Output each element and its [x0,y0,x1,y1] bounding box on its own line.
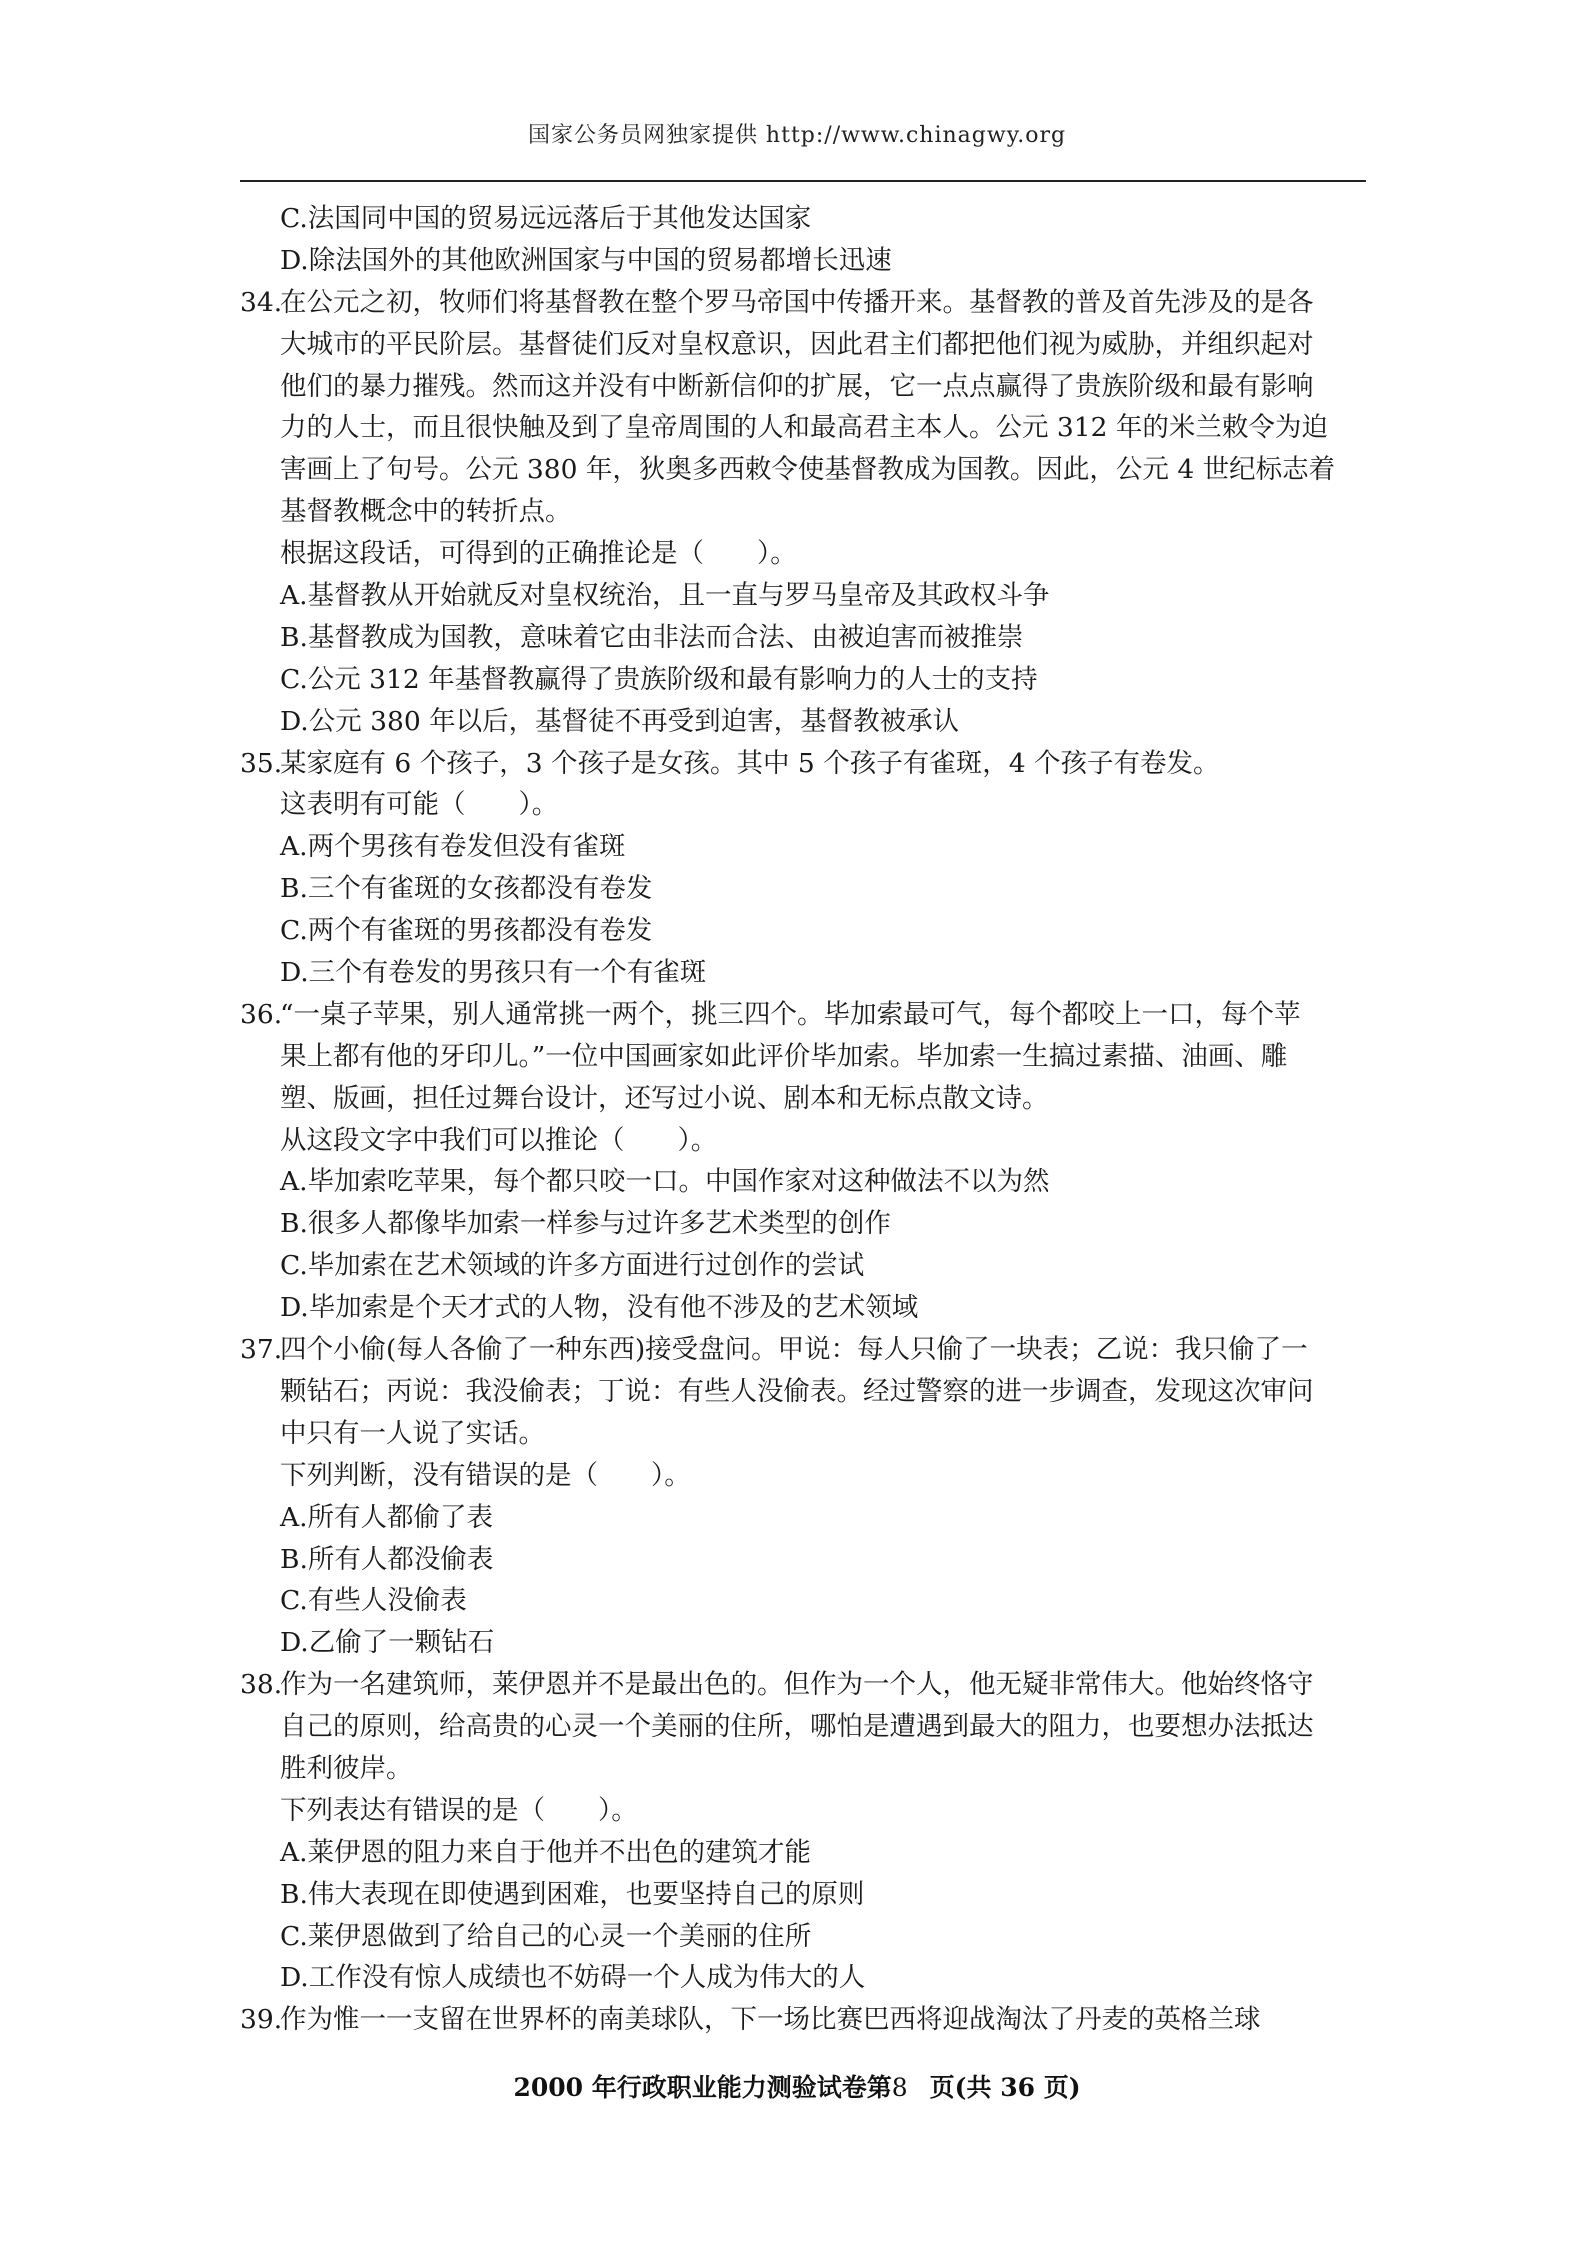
text-line [240,240,1366,282]
text-line [240,533,1366,575]
line-text: 胜利彼岸。 [280,1752,413,1784]
text-line [240,701,1366,743]
text-line [240,1287,1366,1329]
line-text: B.伟大表现在即使遇到困难，也要坚持自己的原则 [280,1878,865,1910]
page-footer [0,2068,1594,2104]
question-line [240,1999,1366,2041]
line-text: 在公元之初，牧师们将基督教在整个罗马帝国中传播开来。基督教的普及首先涉及的是各 [280,286,1314,318]
text-line [240,198,1366,240]
line-text: B.很多人都像毕加索一样参与过许多艺术类型的创作 [280,1208,891,1240]
text-line [240,1957,1366,1999]
line-text: 塑、版画，担任过舞台设计，还写过小说、剧本和无标点散文诗。 [280,1082,1049,1114]
line-text: 自己的原则，给高贵的心灵一个美丽的住所，哪怕是遭遇到最大的阻力，也要想办法抵达 [280,1711,1314,1743]
line-text: 力的人士，而且很快触及到了皇帝周围的人和最高君主本人。公元 312 年的米兰敕令为迫 [280,412,1328,444]
line-text: D.公元 380 年以后，基督徒不再受到迫害，基督教被承认 [280,705,960,737]
footer-prefix: 2000 年行政职业能力测验试卷第 [513,2073,892,2102]
line-text: D.除法国外的其他欧洲国家与中国的贸易都增长迅速 [280,244,892,276]
question-line [240,282,1366,324]
line-text: 中只有一人说了实话。 [280,1417,545,1449]
text-line [240,1455,1366,1497]
text-line [240,659,1366,701]
document-body [240,198,1366,2041]
text-line [240,491,1366,533]
line-text: C.莱伊恩做到了给自己的心灵一个美丽的住所 [280,1920,812,1952]
line-text: 作为惟一一支留在世界杯的南美球队，下一场比赛巴西将迎战淘汰了丹麦的英格兰球 [280,2004,1261,2036]
text-line [240,407,1366,449]
line-text: “一桌子苹果，别人通常挑一两个，挑三四个。毕加索最可气，每个都咬上一口，每个苹 [280,998,1301,1030]
line-text: 他们的暴力摧残。然而这并没有中断新信仰的扩展，它一点点赢得了贵族阶级和最有影响 [280,370,1314,402]
line-text: C.公元 312 年基督教赢得了贵族阶级和最有影响力的人士的支持 [280,663,1038,695]
line-text: 大城市的平民阶层。基督徒们反对皇权意识，因此君主们都把他们视为威胁，并组织起对 [280,328,1314,360]
question-number: 38. [240,1669,283,1701]
text-line [240,1916,1366,1958]
footer-suffix: 页(共 36 页) [929,2073,1081,2102]
line-text: 下列判断，没有错误的是（ ）。 [280,1459,691,1491]
text-line [240,1748,1366,1790]
line-text: A.两个男孩有卷发但没有雀斑 [280,831,626,863]
text-line [240,1120,1366,1162]
text-line [240,1203,1366,1245]
header-rule [240,180,1366,182]
page-header: 国家公务员网独家提供 http://www.chinagwy.org [527,123,1067,148]
line-text: 某家庭有 6 个孩子，3 个孩子是女孩。其中 5 个孩子有雀斑，4 个孩子有卷发。 [280,747,1220,779]
text-line [240,1580,1366,1622]
text-line [240,1497,1366,1539]
text-line [240,575,1366,617]
line-text: A.基督教从开始就反对皇权统治，且一直与罗马皇帝及其政权斗争 [280,580,1050,612]
line-text: 颗钻石；丙说：我没偷表；丁说：有些人没偷表。经过警察的进一步调查，发现这次审问 [280,1375,1314,1407]
question-number: 35. [240,747,283,779]
line-text: B.所有人都没偷表 [280,1543,494,1575]
line-text: 下列表达有错误的是（ ）。 [280,1794,638,1826]
text-line [240,449,1366,491]
text-line [240,1036,1366,1078]
question-number: 37. [240,1334,283,1366]
text-line [240,1622,1366,1664]
text-line [240,1706,1366,1748]
line-text: D.三个有卷发的男孩只有一个有雀斑 [280,957,707,989]
line-text: 害画上了句号。公元 380 年，狄奥多西敕令使基督教成为国教。因此，公元 4 世纪标志着 [280,454,1336,486]
text-line [240,1832,1366,1874]
footer-page-number: 8 [891,2073,908,2102]
line-text: B.基督教成为国教，意味着它由非法而合法、由被迫害而被推崇 [280,621,1024,653]
text-line [240,1078,1366,1120]
text-line [240,1245,1366,1287]
line-text: C.两个有雀斑的男孩都没有卷发 [280,915,653,947]
line-text: C.毕加索在艺术领域的许多方面进行过创作的尝试 [280,1250,865,1282]
line-text: 作为一名建筑师，莱伊恩并不是最出色的。但作为一个人，他无疑非常伟大。他始终恪守 [280,1669,1314,1701]
line-text: D.乙偷了一颗钻石 [280,1627,495,1659]
text-line [240,1539,1366,1581]
text-line [240,952,1366,994]
question-line [240,743,1366,785]
text-line [240,1790,1366,1832]
line-text: D.工作没有惊人成绩也不妨碍一个人成为伟大的人 [280,1962,866,1994]
text-line [240,1161,1366,1203]
question-number: 36. [240,998,283,1030]
line-text: C.有些人没偷表 [280,1585,467,1617]
line-text: B.三个有雀斑的女孩都没有卷发 [280,873,653,905]
line-text: 四个小偷(每人各偷了一种东西)接受盘问。甲说：每人只偷了一块表；乙说：我只偷了一 [280,1334,1308,1366]
line-text: A.所有人都偷了表 [280,1501,494,1533]
question-number: 39. [240,2004,283,2036]
line-text: 这表明有可能（ ）。 [280,789,559,821]
line-text: 根据这段话，可得到的正确推论是（ ）。 [280,538,797,570]
text-line [240,324,1366,366]
line-text: 基督教概念中的转折点。 [280,496,572,528]
question-line [240,994,1366,1036]
text-line [240,617,1366,659]
text-line [240,1874,1366,1916]
line-text: A.莱伊恩的阻力来自于他并不出色的建筑才能 [280,1836,812,1868]
text-line [240,784,1366,826]
text-line [240,826,1366,868]
line-text: A.毕加索吃苹果，每个都只咬一口。中国作家对这种做法不以为然 [280,1166,1050,1198]
text-line [240,868,1366,910]
text-line [240,1413,1366,1455]
line-text: C.法国同中国的贸易远远落后于其他发达国家 [280,203,812,234]
question-line [240,1664,1366,1706]
line-text: D.毕加索是个天才式的人物，没有他不涉及的艺术领域 [280,1292,919,1324]
line-text: 从这段文字中我们可以推论（ ）。 [280,1124,718,1156]
question-line [240,1329,1366,1371]
question-number: 34. [240,286,283,318]
text-line [240,1371,1366,1413]
line-text: 果上都有他的牙印儿。”一位中国画家如此评价毕加索。毕加索一生搞过素描、油画、雕 [280,1040,1288,1072]
text-line [240,910,1366,952]
text-line [240,366,1366,408]
